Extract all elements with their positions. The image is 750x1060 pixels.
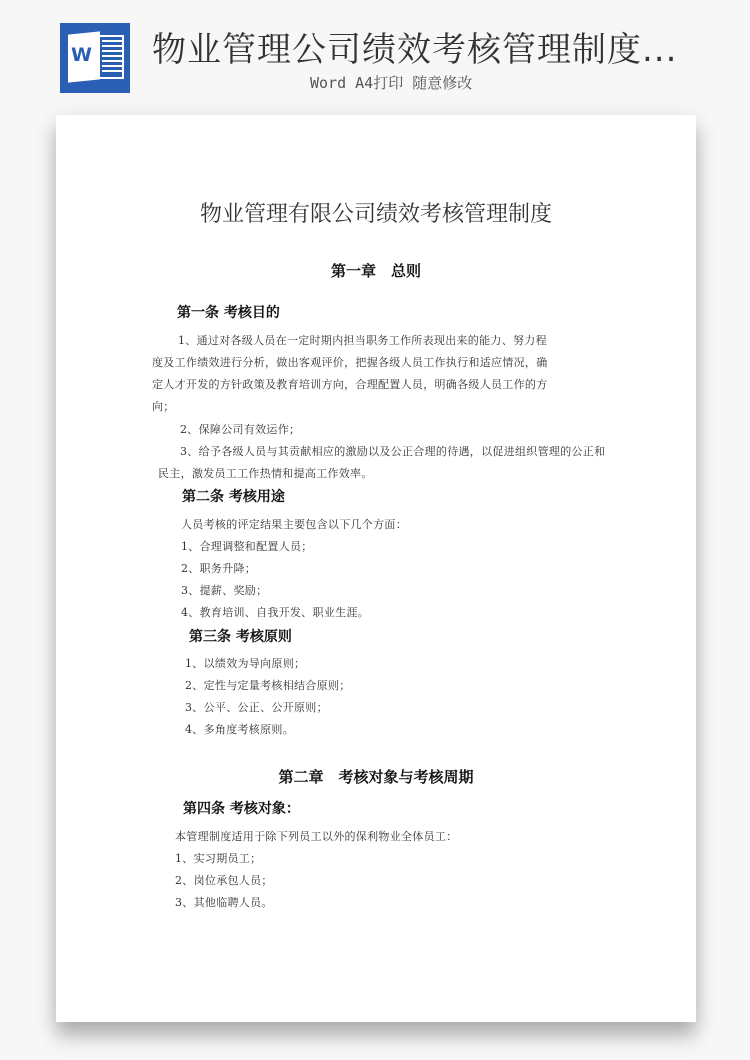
paragraph-line: 本管理制度适用于除下列员工以外的保利物业全体员工：	[175, 830, 458, 843]
paragraph-line: 人员考核的评定结果主要包含以下几个方面：	[181, 518, 407, 531]
article-heading: 第三条 考核原则	[189, 629, 292, 645]
page-subtitle: Word A4打印 随意修改	[310, 74, 473, 92]
paragraph-line: 4、多角度考核原则。	[185, 723, 294, 736]
paragraph-line: 3、提薪、奖励；	[181, 584, 268, 597]
paragraph-line: 2、保障公司有效运作；	[180, 423, 301, 436]
page-title: 物业管理公司绩效考核管理制度...	[152, 30, 678, 70]
paragraph-line: 2、岗位承包人员；	[175, 874, 273, 887]
paragraph-line: 1、实习期员工；	[175, 852, 262, 865]
paragraph-line: 度及工作绩效进行分析，做出客观评价，把握各级人员工作执行和适应情况，确	[152, 356, 548, 369]
header	[0, 0, 750, 110]
chapter-heading: 第二章 考核对象与考核周期	[278, 768, 474, 786]
paragraph-line: 3、给予各级人员与其贡献相应的激励以及公正合理的待遇，以促进组织管理的公正和	[180, 445, 606, 458]
chapter-heading: 第一章 总则	[330, 262, 421, 280]
document-page	[56, 115, 696, 1022]
paragraph-line: 1、通过对各级人员在一定时期内担当职务工作所表现出来的能力、努力程	[178, 334, 547, 347]
paragraph-line: 3、其他临聘人员。	[175, 896, 273, 909]
paragraph-line: 民主，激发员工工作热情和提高工作效率。	[158, 467, 373, 480]
document-title: 物业管理有限公司绩效考核管理制度	[199, 202, 552, 227]
paragraph-line: 向；	[152, 400, 175, 413]
paragraph-line: 定人才开发的方针政策及教育培训方向，合理配置人员，明确各级人员工作的方	[152, 378, 548, 391]
article-heading: 第一条 考核目的	[177, 305, 280, 321]
paragraph-line: 2、定性与定量考核相结合原则；	[185, 679, 351, 692]
paragraph-line: 2、职务升降；	[181, 562, 257, 575]
word-icon	[60, 23, 130, 93]
paragraph-line: 1、合理调整和配置人员；	[181, 540, 313, 553]
paragraph-line: 4、教育培训、自我开发、职业生涯。	[181, 606, 370, 619]
article-heading: 第四条 考核对象：	[183, 801, 300, 817]
article-heading: 第二条 考核用途	[182, 489, 285, 505]
word-icon-letter: W	[71, 44, 92, 66]
paragraph-line: 1、以绩效为导向原则；	[185, 657, 306, 670]
paragraph-line: 3、公平、公正、公开原则；	[185, 701, 328, 714]
